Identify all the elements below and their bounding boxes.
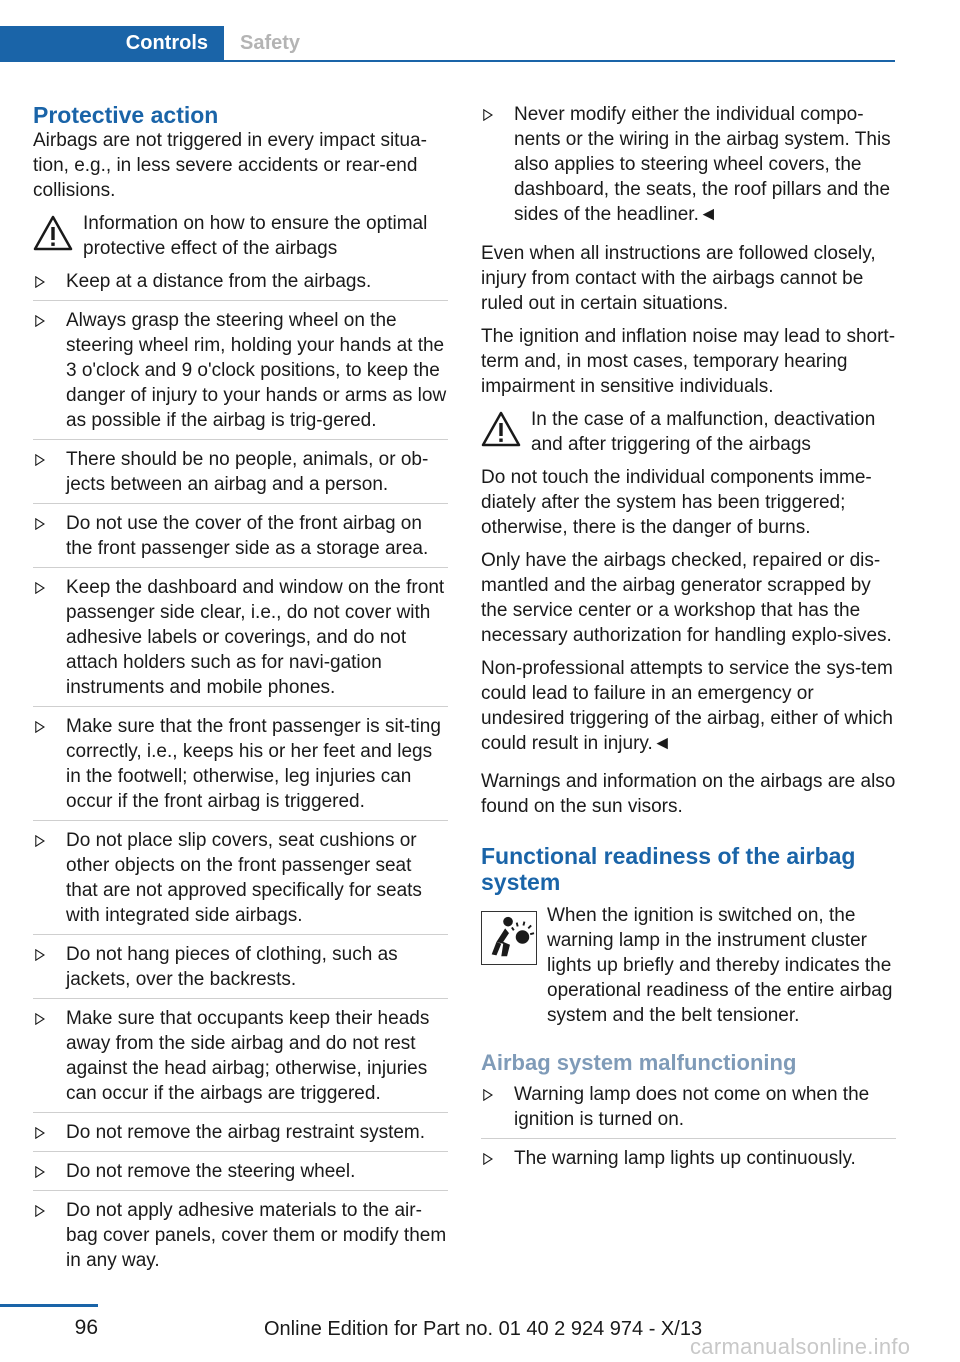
warning-triangle-icon: [33, 215, 73, 251]
triangle-bullet-icon: [35, 454, 45, 466]
tab-controls[interactable]: Controls: [0, 26, 224, 60]
safety-bullet-list: [33, 269, 448, 1280]
malfunction-bullet-list: [481, 1082, 896, 1178]
list-item: Do not hang pieces of clothing, such as jackets, over the backrests.: [33, 942, 448, 999]
list-item: The warning lamp lights up continuously.: [481, 1146, 896, 1178]
edition-text: Online Edition for Part no. 01 40 2 924 974 - X/13: [264, 1318, 703, 1340]
list-item: Warning lamp does not come on when the ignition is turned on.: [481, 1082, 896, 1139]
triangle-bullet-icon: [483, 1153, 493, 1165]
triangle-bullet-icon: [483, 1089, 493, 1101]
list-item: Make sure that occupants keep their heads away from the side airbag and do not rest against the head airbag; otherwise, injuries can occur if the airbags are triggered.: [33, 1006, 448, 1113]
tab-safety[interactable]: Safety: [240, 32, 301, 54]
readiness-text: When the ignition is switched on, the warning lamp in the instrument cluster lights up briefly and thereby indicates the operational readiness of the entire airbag system and the belt tensioner.: [547, 905, 893, 1026]
triangle-bullet-icon: [483, 109, 493, 121]
chapter-tabbar: [0, 26, 895, 62]
list-item: Keep the dashboard and window on the front passenger side clear, i.e., do not cover with adhesive labels or coverings, and do not attach holders such as for navi-gation instruments and mobile phones.: [33, 575, 448, 707]
triangle-bullet-icon: [35, 721, 45, 733]
paragraph: Even when all instructions are followed closely, injury from contact with the airbags cannot be ruled out in certain situations.: [481, 243, 876, 314]
list-item: Never modify either the individual compo-nents or the wiring in the airbag system. This also applies to steering wheel covers, the dashboard, the seats, the roof pillars and the sides of the headliner.◄: [481, 102, 896, 234]
triangle-bullet-icon: [35, 276, 45, 288]
list-item: Do not place slip covers, seat cushions or other objects on the front passenger seat that are not approved specifically for seats with integrated side airbags.: [33, 828, 448, 935]
triangle-bullet-icon: [35, 518, 45, 530]
list-item: Do not apply adhesive materials to the air-bag cover panels, cover them or modify them in any way.: [33, 1198, 448, 1280]
continued-bullet-list: [481, 102, 896, 234]
paragraph: The ignition and inflation noise may lead to short-term and, in most cases, temporary hearing impairment in sensitive individuals.: [481, 326, 896, 397]
page-number: 96: [74, 1316, 98, 1339]
intro-paragraph: Airbags are not triggered in every impact situa-tion, e.g., in less severe accidents or rear-end collisions.: [33, 130, 427, 201]
section-title-protective-action: Protective action: [33, 102, 219, 128]
list-item: There should be no people, animals, or ob-jects between an airbag and a person.: [33, 447, 448, 504]
triangle-bullet-icon: [35, 835, 45, 847]
list-item: Keep at a distance from the airbags.: [33, 269, 448, 301]
warning-text: In the case of a malfunction, deactivation and after triggering of the airbags: [531, 409, 876, 455]
triangle-bullet-icon: [35, 1205, 45, 1217]
triangle-bullet-icon: [35, 1127, 45, 1139]
list-item: Do not use the cover of the front airbag on the front passenger side as a storage area.: [33, 511, 448, 568]
footer-rule: [0, 1304, 98, 1307]
airbag-warning-lamp-icon: [481, 911, 537, 965]
paragraph: Do not touch the individual components imme-diately after the system has been triggered; otherwise, there is the danger of burns.: [481, 467, 872, 538]
paragraph: Only have the airbags checked, repaired or dis-mantled and the airbag generator scrapped by the service center or a workshop that has the necessary authorization for handling explo-sives.: [481, 550, 892, 646]
list-item: Make sure that the front passenger is sit-ting correctly, i.e., keeps his or her feet and legs in the footwell; otherwise, leg injuries can occur if the front airbag is triggered.: [33, 714, 448, 821]
warning-note: [33, 211, 448, 261]
section-title-functional-readiness: Functional readiness of the airbag system: [481, 843, 856, 895]
triangle-bullet-icon: [35, 315, 45, 327]
triangle-bullet-icon: [35, 1166, 45, 1178]
warning-text: Information on how to ensure the optimal protective effect of the airbags: [83, 213, 428, 259]
left-column: [33, 102, 448, 1287]
list-item: Do not remove the airbag restraint system.: [33, 1120, 448, 1152]
list-item: Always grasp the steering wheel on the steering wheel rim, holding your hands at the 3 o'clock and 9 o'clock positions, to keep the danger of injury to your hands or arms as low as possible if the airbag is trig-gered.: [33, 308, 448, 440]
section-title-malfunction: Airbag system malfunctioning: [481, 1050, 797, 1075]
watermark: carmanualsonline.info: [690, 1334, 911, 1359]
triangle-bullet-icon: [35, 582, 45, 594]
triangle-bullet-icon: [35, 1013, 45, 1025]
right-column: [481, 102, 896, 1185]
triangle-bullet-icon: [35, 949, 45, 961]
readiness-block: [481, 903, 896, 1028]
warning-note: [481, 407, 896, 457]
paragraph: Warnings and information on the airbags are also found on the sun visors.: [481, 771, 896, 817]
paragraph: Non-professional attempts to service the sys-tem could lead to failure in an emergency or undesired triggering of the airbag, either of which could result in injury.◄: [481, 658, 893, 754]
list-item: Do not remove the steering wheel.: [33, 1159, 448, 1191]
warning-triangle-icon: [481, 411, 521, 447]
